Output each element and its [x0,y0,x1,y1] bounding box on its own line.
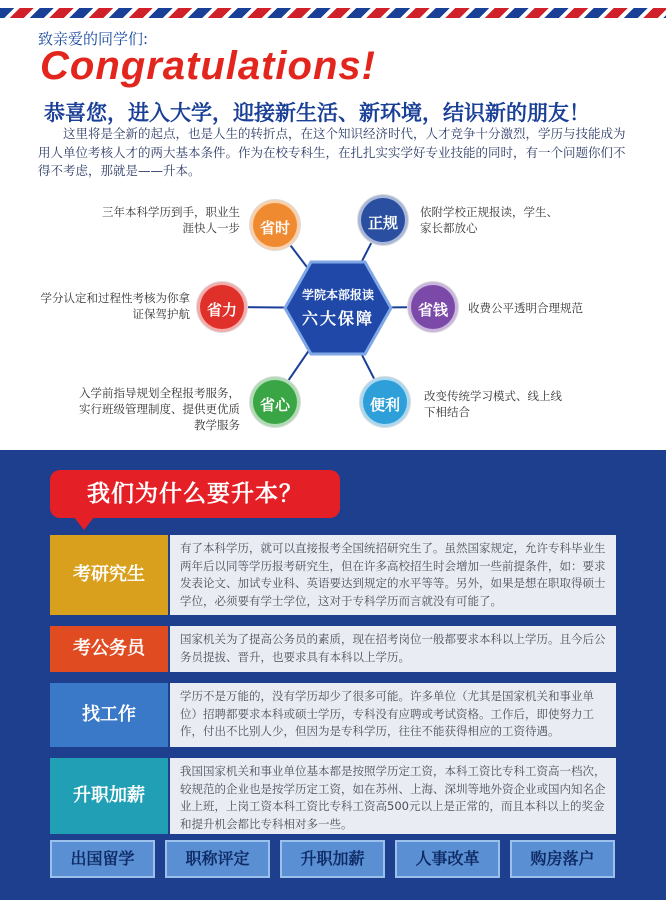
intro-paragraph: 这里将是全新的起点，也是人生的转折点，在这个知识经济时代，人才竞争十分激烈，学历与技能成为用人单位考核人才的两大基本条件。作为在校专科生，在扎扎实实学好专业技能的同时，有一个问题你们不得不考虑，那就是——升本。 [38,126,626,178]
desc-legit: 依附学校正规报读，学生、家长都放心 [420,205,558,235]
tag-promotion: 升职加薪 [280,840,385,878]
circle-save-effort: 省力 [197,282,247,332]
why-title-pointer [70,512,98,530]
circle-convenience: 便利 [360,377,410,427]
hexagon-line-1: 学院本部报读 [301,288,374,302]
center-hexagon [283,260,393,356]
reason-label-civil-servant: 考公务员 [50,626,168,672]
tag-housing-residency: 购房落户 [510,840,615,878]
circle-peace-of-mind: 省心 [250,377,300,427]
congratulations-title: Congratulations! [40,44,376,88]
desc-convenience: 改变传统学习模式、线上线下相结合 [424,389,562,419]
top-stripe [0,0,666,22]
subtitle: 恭喜您，进入大学，迎接新生活、新环境，结识新的朋友！ [44,101,590,125]
reason-label-promotion: 升职加薪 [50,758,168,834]
benefit-tags [50,840,616,880]
reason-text-promotion: 我国国家机关和事业单位基本都是按照学历定工资，本科工资比专科工资高一档次，较规范的企业也是按学历定工资，如在苏州、上海、深圳等地外资企业或国内知名企业上班，上岗工资本科工资比专科工资高500元以上是正常的，而且本科以上的奖金和提升机会都比专科相对多一些。 [170,758,616,834]
reason-text-graduate: 有了本科学历，就可以直接报考全国统招研究生了。虽然国家规定，允许专科毕业生两年后以同等学历报考研究生，但在许多高校招生时会增加一些前提条件，如：要求发表论文、加试专业科、英语要达到规定的水平等等。另外，如果是想在职取得硕士学位，必须要有学士学位，这对于专科学历而言就没有可能了。 [170,535,616,615]
tag-study-abroad: 出国留学 [50,840,155,878]
desc-save-effort: 学分认定和过程性考核为你拿证保驾护航 [40,291,190,321]
greeting: 致亲爱的同学们: [38,30,149,48]
reason-label-job: 找工作 [50,683,168,747]
circle-legit: 正规 [358,195,408,245]
desc-save-time: 三年本科学历到手，职业生涯快人一步 [102,205,240,235]
desc-peace-of-mind: 入学前指导规划全程报考服务，实行班级管理制度、提供更优质教学服务 [79,386,240,432]
reason-text-job: 学历不是万能的，没有学历却少了很多可能。许多单位（尤其是国家机关和事业单位）招聘都要求本科或硕士学历，专科没有应聘或考试资格。工作后，即使努力工作，付出不比别人少，但因为是专科学历，往往不能获得相应的工资待遇。 [170,683,616,747]
circle-save-money: 省钱 [408,282,458,332]
six-guarantees-diagram [0,190,666,450]
hexagon-line-2: 六大保障 [301,309,374,328]
circle-save-time: 省时 [250,200,300,250]
tag-title-evaluation: 职称评定 [165,840,270,878]
why-title: 我们为什么要升本？ [50,470,340,518]
tag-personnel-reform: 人事改革 [395,840,500,878]
reason-text-civil-servant: 国家机关为了提高公务员的素质，现在招考岗位一般都要求本科以上学历。且今后公务员提拔、晋升，也要求具有本科以上学历。 [170,626,616,672]
desc-save-money: 收费公平透明合理规范 [468,301,583,315]
reason-label-graduate: 考研究生 [50,535,168,615]
